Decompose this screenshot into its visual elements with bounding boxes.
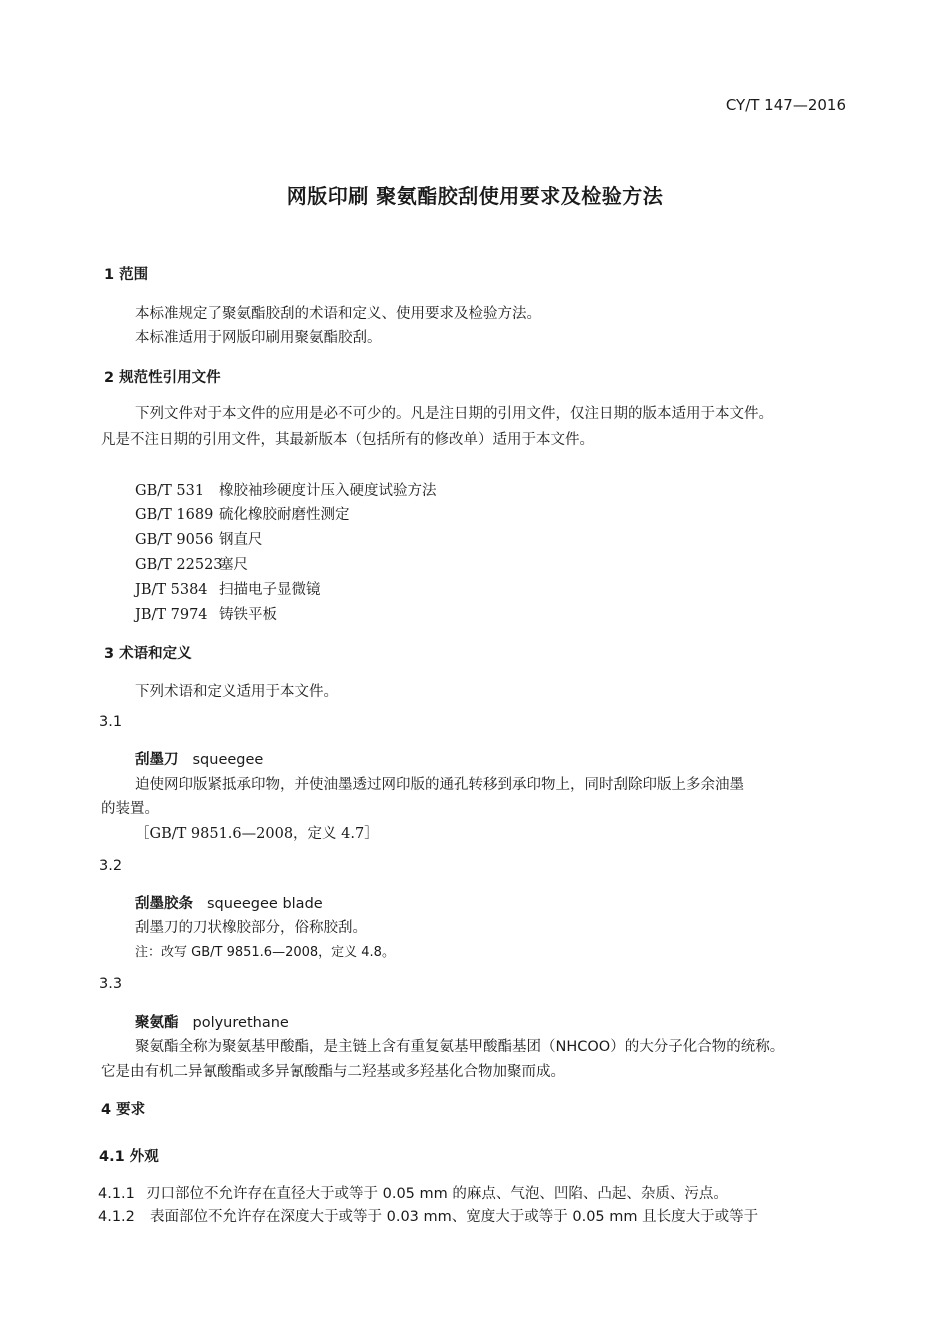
section-1-paragraph-1: 本标准规定了聚氨酯胶刮的术语和定义、使用要求及检验方法。 <box>135 306 541 322</box>
term-3-1-source: ［GB/T 9851.6—2008，定义 4.7］ <box>135 826 379 842</box>
reference-code: GB/T 1689 <box>135 507 214 523</box>
term-3-3-title <box>135 1011 289 1032</box>
section-2-intro-line-1: 下列文件对于本文件的应用是必不可少的。凡是注日期的引用文件，仅注日期的版本适用于本文件。 <box>135 406 773 422</box>
term-3-3-definition-line-1: 聚氨酯全称为聚氨基甲酸酯，是主链上含有重复氨基甲酸酯基团（NHCOO）的大分子化合物的统称。 <box>135 1039 785 1055</box>
term-3-1-number: 3.1 <box>99 714 123 730</box>
reference-item <box>135 603 277 624</box>
requirement-number: 4.1.2 <box>98 1209 135 1225</box>
reference-item <box>135 479 437 500</box>
requirement-text: 表面部位不允许存在深度大于或等于 0.03 mm、宽度大于或等于 0.05 mm 且长度大于或等于 <box>150 1209 759 1225</box>
term-3-2-note: 注：改写 GB/T 9851.6—2008，定义 4.8。 <box>135 945 395 960</box>
requirement-text: 刃口部位不允许存在直径大于或等于 0.05 mm 的麻点、气泡、凹陷、凸起、杂质、污点。 <box>146 1186 728 1202</box>
requirement-item <box>98 1205 758 1226</box>
term-3-1-definition-line-2: 的装置。 <box>101 801 159 817</box>
reference-code: JB/T 7974 <box>135 607 208 623</box>
term-english: squeegee blade <box>207 896 323 912</box>
reference-title: 钢直尺 <box>219 532 263 548</box>
term-3-2-number: 3.2 <box>99 858 123 874</box>
reference-title: 塞尺 <box>219 557 248 573</box>
requirement-item <box>98 1182 728 1203</box>
term-english: polyurethane <box>192 1015 289 1031</box>
term-chinese: 聚氨酯 <box>135 1015 179 1031</box>
term-3-3-definition-line-2: 它是由有机二异氰酸酯或多异氰酸酯与二羟基或多羟基化合物加聚而成。 <box>101 1064 565 1080</box>
document-code: CY/T 147—2016 <box>725 96 846 114</box>
section-2-intro-line-2: 凡是不注日期的引用文件，其最新版本（包括所有的修改单）适用于本文件。 <box>101 432 594 448</box>
reference-item <box>135 578 321 599</box>
section-3-heading: 3 术语和定义 <box>104 646 192 662</box>
requirement-number: 4.1.1 <box>98 1186 135 1202</box>
page-title: 网版印刷 聚氨酯胶刮使用要求及检验方法 <box>286 184 664 208</box>
reference-code: GB/T 531 <box>135 483 205 499</box>
term-3-2-definition: 刮墨刀的刀状橡胶部分，俗称胶刮。 <box>135 920 367 936</box>
term-3-1-definition-line-1: 迫使网印版紧抵承印物，并使油墨透过网印版的通孔转移到承印物上，同时刮除印版上多余油墨 <box>135 777 744 793</box>
term-3-1-title <box>135 748 263 769</box>
reference-title: 铸铁平板 <box>219 607 277 623</box>
section-3-intro: 下列术语和定义适用于本文件。 <box>135 684 338 700</box>
term-chinese: 刮墨胶条 <box>135 896 193 912</box>
reference-item <box>135 503 350 524</box>
reference-code: JB/T 5384 <box>135 582 208 598</box>
reference-code: GB/T 22523 <box>135 557 223 573</box>
reference-item <box>135 528 263 549</box>
reference-title: 扫描电子显微镜 <box>219 582 321 598</box>
term-english: squeegee <box>192 752 264 768</box>
reference-item <box>135 553 248 574</box>
section-1-paragraph-2: 本标准适用于网版印刷用聚氨酯胶刮。 <box>135 330 382 346</box>
reference-code: GB/T 9056 <box>135 532 214 548</box>
section-4-1-heading: 4.1 外观 <box>99 1149 159 1165</box>
term-chinese: 刮墨刀 <box>135 752 179 768</box>
section-4-heading: 4 要求 <box>101 1102 146 1118</box>
term-3-2-title <box>135 892 323 913</box>
reference-title: 橡胶袖珍硬度计压入硬度试验方法 <box>219 483 437 499</box>
section-2-heading: 2 规范性引用文件 <box>104 370 221 386</box>
section-1-heading: 1 范围 <box>104 267 149 283</box>
reference-title: 硫化橡胶耐磨性测定 <box>219 507 350 523</box>
term-3-3-number: 3.3 <box>99 976 123 992</box>
